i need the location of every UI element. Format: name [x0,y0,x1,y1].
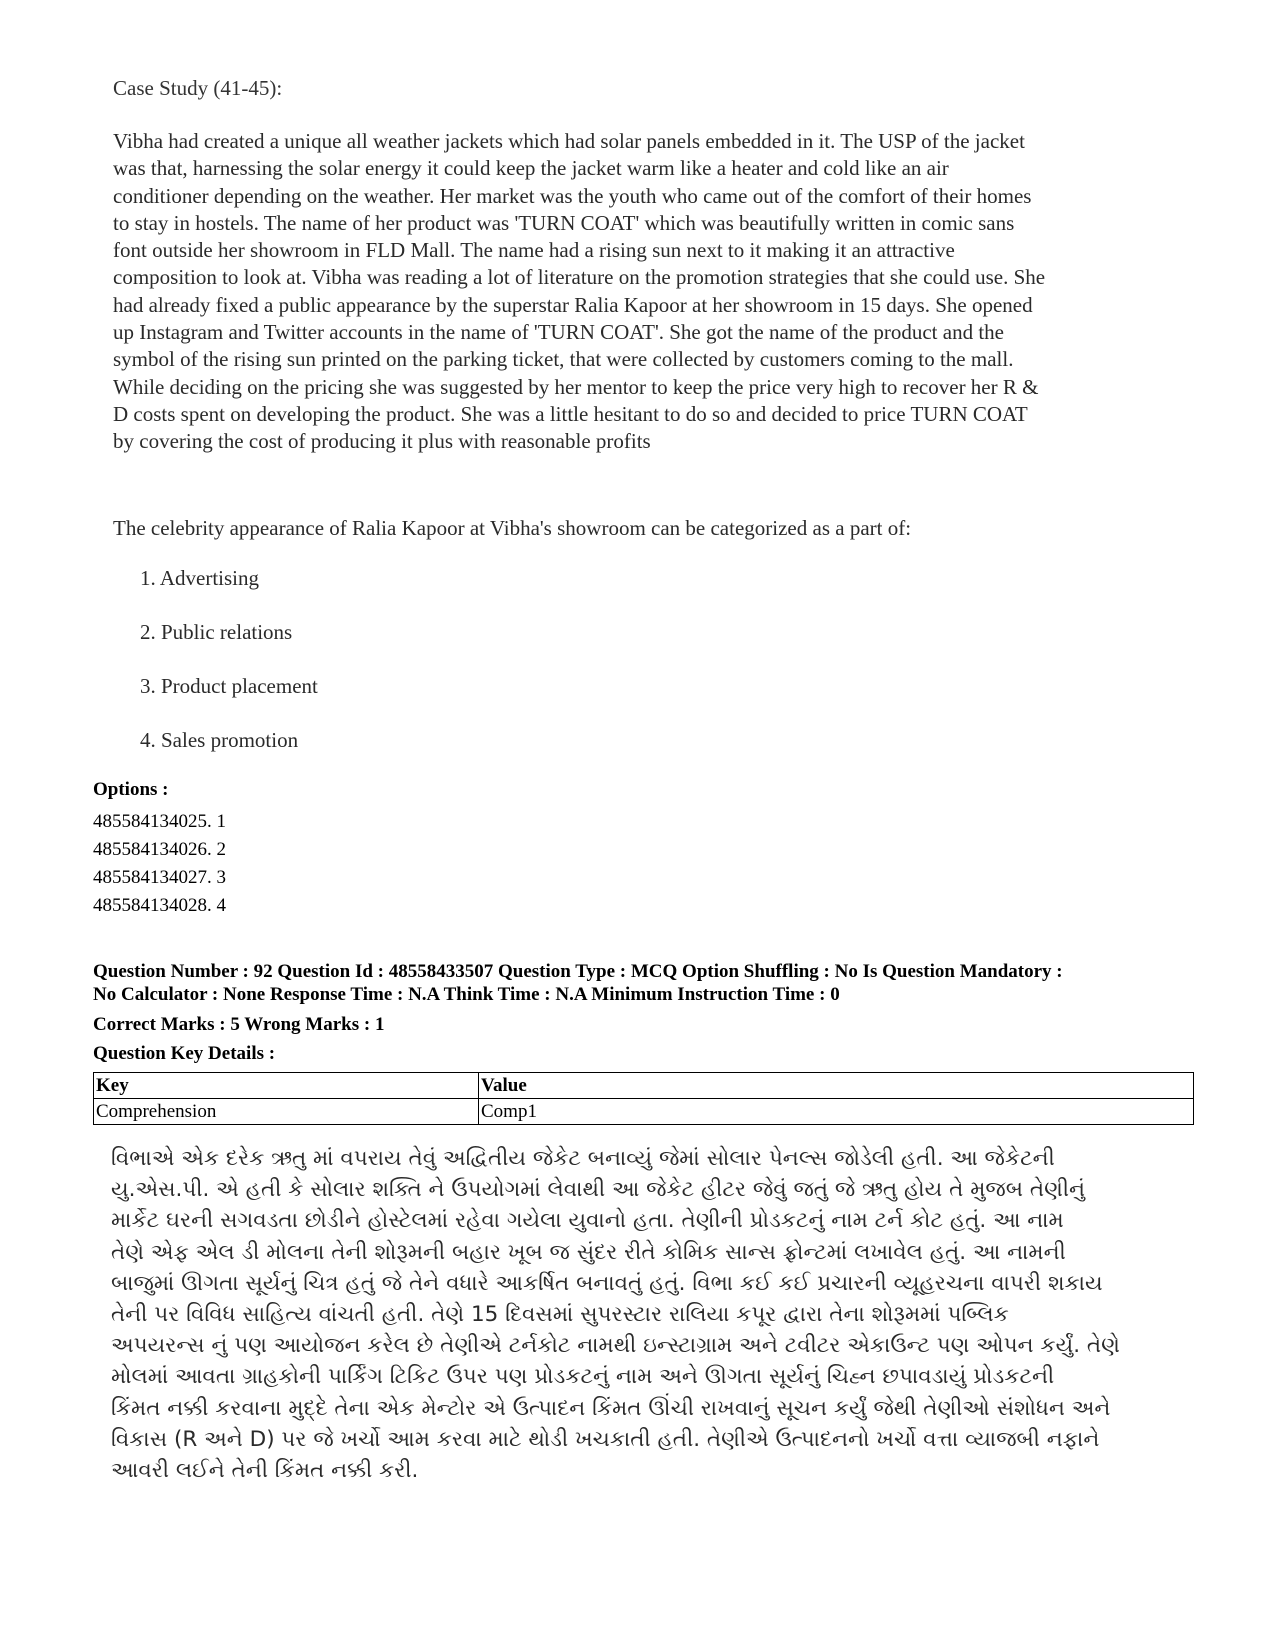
passage-line: conditioner depending on the weather. Her market was the youth who came out of the comfort of their homes [113,183,1032,208]
option-id: 485584134028. 4 [93,895,226,916]
answer-choice: 1. Advertising [140,566,259,590]
gujarati-line: કિંમત નક્કી કરવાના મુદ્દે તેના એક મેન્ટોર એ ઉત્પાદન કિંમત ઊંચી રાખવાનું સૂચન કર્યું જેથી તેણીઓ સંશોધન અને [111,1395,1111,1421]
question-meta [93,960,1193,1006]
passage-line: to stay in hostels. The name of her product was 'TURN COAT' which was beautifully written in comic sans [113,210,1015,235]
key-details-heading: Question Key Details : [93,1043,276,1064]
question-meta-line: No Calculator : None Response Time : N.A Think Time : N.A Minimum Instruction Time : 0 [93,984,840,1005]
table-header-row [94,1073,1194,1099]
passage-line: symbol of the rising sun printed on the parking ticket, that were collected by customers coming to the mall. [113,347,1014,372]
passage-line: Vibha had created a unique all weather jackets which had solar panels embedded in it. The USP of the jacket [113,129,1025,153]
marks-line: Correct Marks : 5 Wrong Marks : 1 [93,1014,385,1035]
passage-line: was that, harnessing the solar energy it could keep the jacket warm like a heater and cold like an air [113,156,949,181]
table-row [94,1099,1194,1125]
option-id: 485584134026. 2 [93,839,226,860]
answer-choices [140,566,318,782]
options-list [93,808,226,920]
question-text: The celebrity appearance of Ralia Kapoor at Vibha's showroom can be categorized as a part of: [113,516,912,540]
gujarati-line: યુ.એસ.પી. એ હતી કે સોલાર શક્તિ ને ઉપયોગમાં લેવાથી આ જેકેટ હીટર જેવું જતું જે ઋતુ હોય તે મુજબ તેણીનું [111,1177,1086,1203]
gujarati-line: અપયરન્સ નું પણ આયોજન કરેલ છે તેણીએ ટર્નકોટ નામથી ઇન્સ્ટાગ્રામ અને ટવીટર એકાઉન્ટ પણ ઓપન કર્યું. તેણે [111,1333,1120,1359]
gujarati-line: વિભાએ એક દરેક ઋતુ માં વપરાય તેવું અદ્વિતીય જેકેટ બનાવ્યું જેમાં સોલાર પેનલ્સ જોડેલી હતી. આ જેકેટની [111,1146,1055,1171]
answer-choice: 2. Public relations [140,620,293,644]
option-id: 485584134027. 3 [93,867,226,888]
gujarati-line: બાજુમાં ઊગતા સૂર્યનું ચિત્ર હતું જે તેને વધારે આકર્ષિત બનાવતું હતું. વિભા કઈ કઈ પ્રચારની વ્યૂહરચના વાપરી શકાય [111,1270,1103,1296]
passage-line: font outside her showroom in FLD Mall. The name had a rising sun next to it making it an attractive [113,238,955,263]
answer-choice: 3. Product placement [140,674,318,698]
question-meta-line: Question Number : 92 Question Id : 48558433507 Question Type : MCQ Option Shuffling : No Is Question Mandatory : [93,961,1063,982]
table-header-cell: Value [479,1073,1194,1099]
gujarati-line: મોલમાં આવતા ગ્રાહકોની પાર્કિંગ ટિકિટ ઉપર પણ પ્રોડકટનું નામ અને ઊગતા સૂર્યનું ચિહ્ન છપાવડાયું પ્રોડકટની [111,1364,1055,1390]
passage-line: had already fixed a public appearance by the superstar Ralia Kapoor at her showroom in 15 days. She opened [113,292,1033,317]
gujarati-line: તેણે એફ એલ ડી મોલના તેની શોરૂમની બહાર ખૂબ જ સુંદર રીતે કોમિક સાન્સ ફ્રોન્ટમાં લખાવેલ હતું. આ નામની [111,1239,1066,1265]
passage-line: While deciding on the pricing she was suggested by her mentor to keep the price very high to recover her R & [113,374,1039,399]
gujarati-line: માર્કેટ ઘરની સગવડતા છોડીને હોસ્ટેલમાં રહેવા ગયેલા યુવાનો હતા. તેણીની પ્રોડકટનું નામ ટર્ન કોટ હતું. આ નામ [111,1208,1064,1234]
options-heading: Options : [93,779,169,800]
key-details-table [93,1072,1194,1125]
gujarati-line: આવરી લઈને તેની કિંમત નક્કી કરી. [111,1458,419,1484]
table-cell: Comprehension [94,1099,479,1125]
gujarati-line: વિકાસ (R અને D) પર જે ખર્ચો આમ કરવા માટે થોડી ખચકાતી હતી. તેણીએ ઉત્પાદનનો ખર્ચો વત્તા વ્યાજબી નફાને [111,1426,1100,1452]
gujarati-line: તેની પર વિવિધ સાહિત્ય વાંચતી હતી. તેણે 15 દિવસમાં સુપરસ્ટાર રાલિયા કપૂર દ્વારા તેના શોરૂમમાં પબ્લિક [111,1302,1009,1328]
answer-choice: 4. Sales promotion [140,728,299,752]
passage-line: by covering the cost of producing it plus with reasonable profits [113,429,651,454]
passage-line: composition to look at. Vibha was reading a lot of literature on the promotion strategies that she could use. She [113,265,1046,290]
option-id: 485584134025. 1 [93,811,226,832]
gujarati-passage [111,1143,1181,1486]
case-study-passage [113,128,1173,456]
passage-line: up Instagram and Twitter accounts in the name of 'TURN COAT'. She got the name of the product and the [113,320,1004,345]
table-header-cell: Key [94,1073,479,1099]
table-cell: Comp1 [479,1099,1194,1125]
case-study-title: Case Study (41-45): [113,76,283,100]
passage-line: D costs spent on developing the product. She was a little hesitant to do so and decided to price TURN COAT [113,401,1028,426]
